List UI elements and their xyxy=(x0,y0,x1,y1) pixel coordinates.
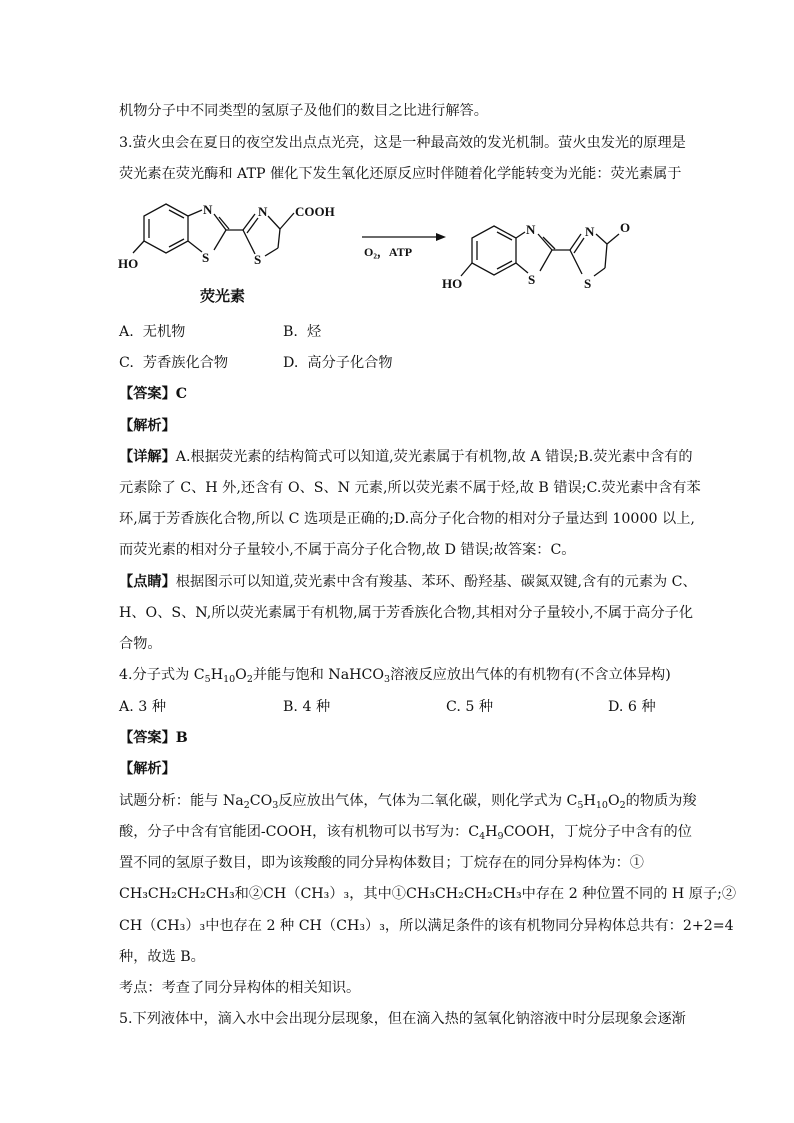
question-3-stem-line-2: 荧光素在荧光酶和 ATP 催化下发生氧化还原反应时伴随着化学能转变为光能：荧光素属于 xyxy=(119,166,682,182)
q4-answer: 【答案】B xyxy=(119,730,188,746)
q4-analysis-line-6: 种，故选 B。 xyxy=(119,949,205,965)
q3-answer: 【答案】C xyxy=(119,386,188,402)
atom-s-label: S xyxy=(584,276,592,291)
q4-analysis-line-2: 酸，分子中含有官能团-COOH，该有机物可以书写为：$C_4H_9COOH$，丁烷分子中含有的位 xyxy=(119,824,692,842)
arrow-conditions-label: O₂，ATP xyxy=(364,245,413,259)
atom-n-label: N xyxy=(526,222,536,237)
q4-exam-point: 考点：考查了同分异构体的相关知识。 xyxy=(119,980,361,996)
q3-tip-line-3: 合物。 xyxy=(119,636,162,652)
atom-n-label: N xyxy=(585,224,595,239)
text-line: 机物分子中不同类型的氢原子及他们的数目之比进行解答。 xyxy=(119,103,488,119)
atom-s-label: S xyxy=(254,252,262,267)
q3-detail-line-1: 【详解】A.根据荧光素的结构简式可以知道,荧光素属于有机物,故 A 错误;B.荧光素中含有的 xyxy=(119,449,693,465)
arrow-head-icon xyxy=(436,233,446,241)
q4-analysis-line-3: 置不同的氢原子数目，即为该羧酸的同分异构体数目；丁烷存在的同分异构体为：① xyxy=(119,855,644,871)
q4-option-d: D. 6 种 xyxy=(608,699,656,715)
q3-option-b: B. 烃 xyxy=(283,324,322,340)
question-4-stem: 4.分子式为 $C_5H_{10}O_2$并能与饱和 NaHCO$_3$溶液反应放出气体的有机物有(不含立体异构) xyxy=(119,667,671,685)
question-3-stem-line-1: 3.萤火虫会在夏日的夜空发出点点光亮，这是一种最高效的发光机制。萤火虫发光的原理是 xyxy=(119,135,686,151)
question-5-stem: 5.下列液体中，滴入水中会出现分层现象，但在滴入热的氢氧化钠溶液中时分层现象会逐渐 xyxy=(119,1011,686,1027)
reactant-name-label: 荧光素 xyxy=(200,289,246,305)
atom-s-label: S xyxy=(202,250,210,265)
q3-option-c: C. 芳香族化合物 xyxy=(119,355,229,371)
q3-tip-line-2: H、O、S、N,所以荧光素属于有机物,属于芳香族化合物,其相对分子量较小,不属于高分子化 xyxy=(119,605,694,621)
hydroxyl-label: HO xyxy=(442,276,463,291)
q3-option-d: D. 高分子化合物 xyxy=(283,355,393,371)
q3-detail-line-3: 环,属于芳香族化合物,所以 C 选项是正确的;D.高分子化合物的相对分子量达到 10000 以上, xyxy=(119,511,695,527)
q4-option-b: B. 4 种 xyxy=(283,699,331,715)
hydroxyl-label: HO xyxy=(118,256,139,271)
q4-analysis-heading: 【解析】 xyxy=(119,761,176,777)
q4-analysis-line-5: CH（CH₃）₃中也存在 2 种 CH（CH₃）₃，所以满足条件的该有机物同分异构体总共有：2+2=4 xyxy=(119,918,734,934)
q3-option-a: A. 无机物 xyxy=(119,324,186,340)
q4-option-a: A. 3 种 xyxy=(119,699,167,715)
q3-detail-line-4: 而荧光素的相对分子量较小,不属于高分子化合物,故 D 错误;故答案：C。 xyxy=(119,542,576,558)
atom-n-label: N xyxy=(258,204,268,219)
q4-option-c: C. 5 种 xyxy=(446,699,494,715)
atom-n-label: N xyxy=(203,202,213,217)
q3-tip-line-1: 【点睛】根据图示可以知道,荧光素中含有羧基、苯环、酚羟基、碳氮双键,含有的元素为 C、 xyxy=(119,574,697,590)
luciferin-reaction-diagram xyxy=(118,196,698,306)
atom-o-label: O xyxy=(620,220,631,235)
atom-s-label: S xyxy=(528,272,536,287)
q3-analysis-heading: 【解析】 xyxy=(119,418,176,434)
q4-analysis-line-4: CH₃CH₂CH₂CH₃和②CH（CH₃）₃，其中①CH₃CH₂CH₂CH₃中存在 2 种位置不同的 H 原子;② xyxy=(119,886,737,902)
q4-analysis-line-1: 试题分析：能与 $Na_2CO_3$反应放出气体，气体为二氧化碳，则化学式为 $C_5H_{10}O_2$的物质为羧 xyxy=(119,793,697,811)
carboxyl-label: COOH xyxy=(295,204,335,219)
q3-detail-line-2: 元素除了 C、H 外,还含有 O、S、N 元素,所以荧光素不属于烃,故 B 错误;C.荧光素中含有苯 xyxy=(119,480,701,496)
